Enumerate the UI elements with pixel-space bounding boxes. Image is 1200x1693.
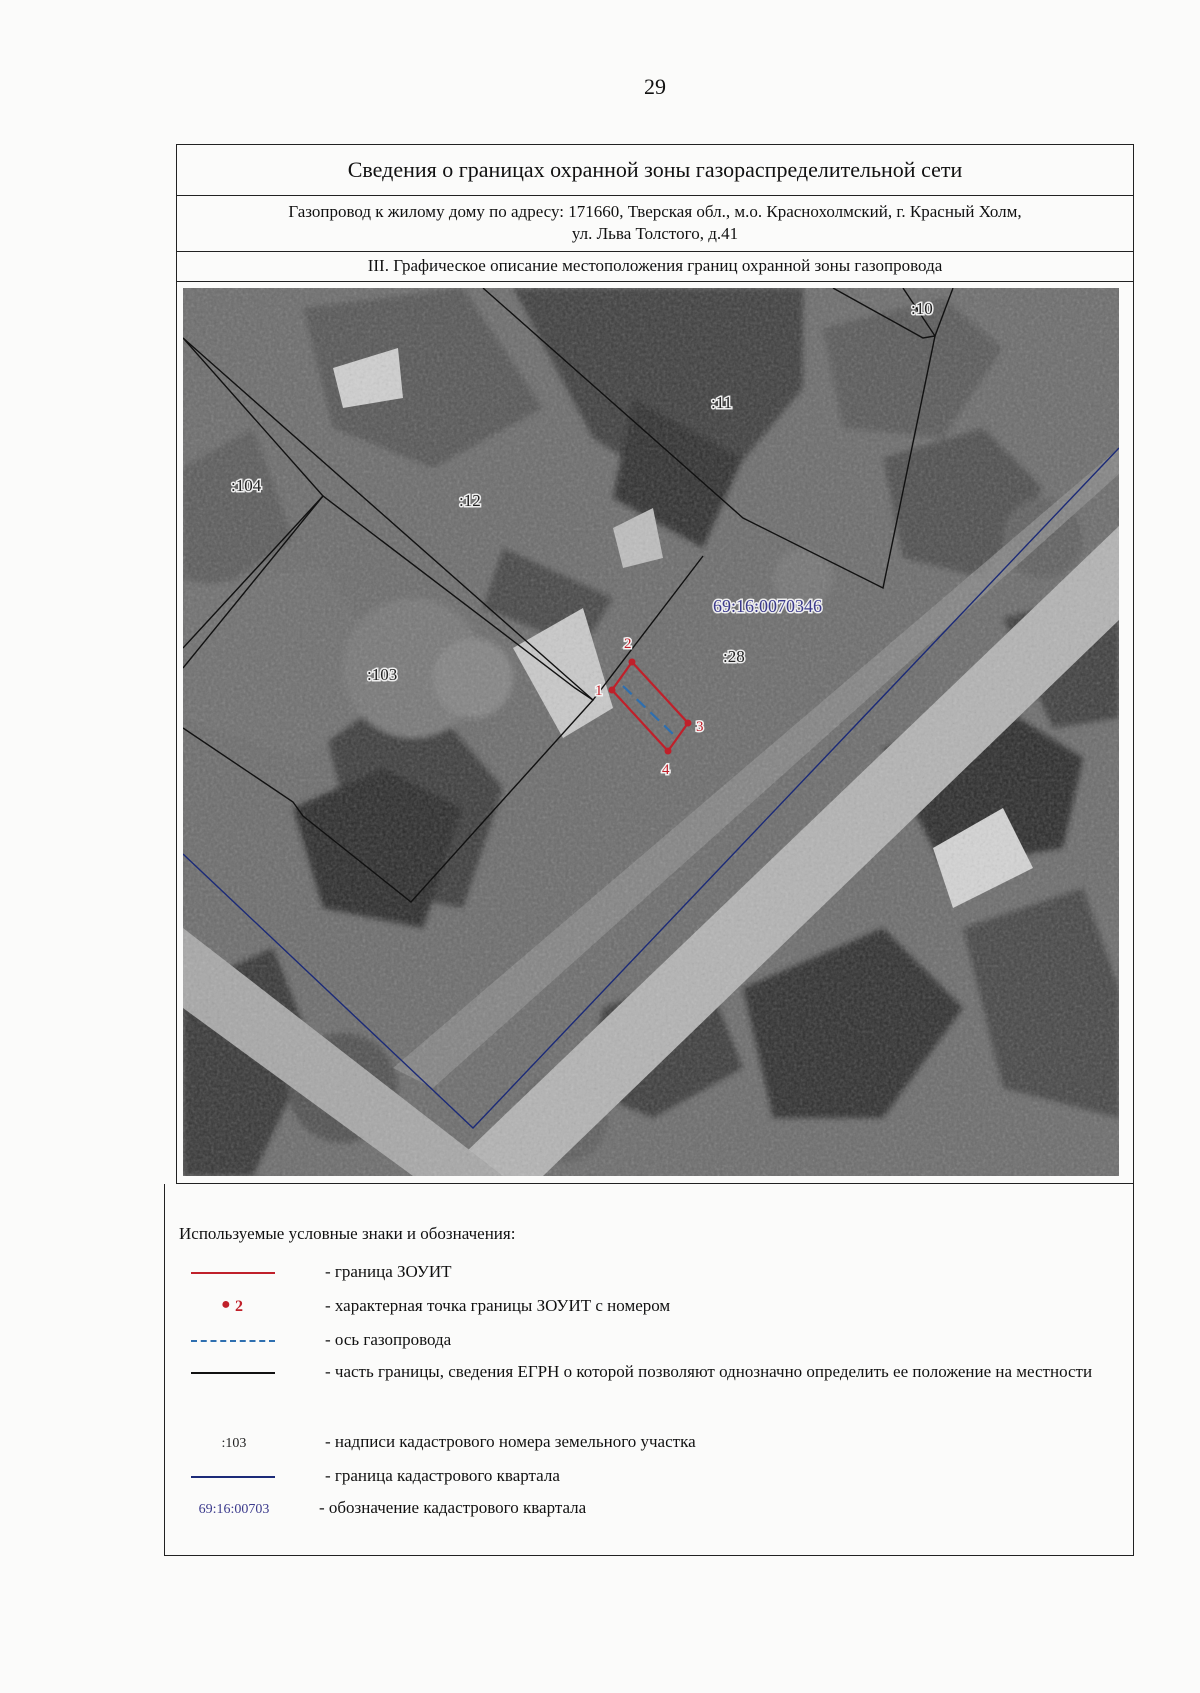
zouit-point-1 (609, 687, 616, 694)
parcel-label-103: :103 (367, 665, 398, 684)
black-line-icon (179, 1360, 289, 1390)
address-line-1: Газопровод к жилому дому по адресу: 171660, Тверская обл., м.о. Краснохолмский, г. Красный Холм, (288, 202, 1022, 221)
zouit-point-3 (685, 720, 692, 727)
legend-item-parcel-label (179, 1430, 1119, 1460)
red-line-icon (179, 1260, 289, 1290)
legend-text: - граница ЗОУИТ (325, 1262, 452, 1281)
info-sheet (176, 144, 1136, 1554)
legend-item-quarter-label (179, 1496, 1119, 1526)
parcel-label-12: :12 (459, 491, 481, 510)
legend-item-zouit-boundary (179, 1260, 1119, 1290)
parcel-label-10: :10 (911, 299, 933, 318)
legend (164, 1184, 1134, 1556)
legend-item-pipeline-axis (179, 1328, 1119, 1358)
legend-item-parcel-boundary (179, 1360, 1119, 1412)
legend-item-quarter-boundary (179, 1464, 1119, 1494)
parcel-label-11: :11 (711, 393, 733, 412)
zouit-point-4 (665, 748, 672, 755)
section-title: III. Графическое описание местоположения границ охранной зоны газопровода (176, 252, 1134, 282)
quarter-label-sample (179, 1496, 289, 1526)
legend-item-zouit-point (179, 1294, 1119, 1324)
legend-text: - характерная точка границы ЗОУИТ с номером (325, 1296, 671, 1315)
legend-sample-point-number: 2 (235, 1298, 243, 1315)
legend-text: - ось газопровода (325, 1330, 452, 1349)
legend-text: - обозначение кадастрового квартала (319, 1498, 587, 1517)
legend-text: - часть границы, сведения ЕГРН о которой позволяют однозначно определить ее положение на местности (325, 1362, 1093, 1381)
legend-text: - надписи кадастрового номера земельного участка (325, 1432, 696, 1451)
address-block (176, 196, 1134, 252)
navy-line-icon (179, 1464, 289, 1494)
legend-title: Используемые условные знаки и обозначения: (179, 1224, 516, 1243)
zouit-point-label-4: 4 (662, 762, 670, 778)
zouit-point-label-3: 3 (696, 719, 704, 735)
page-number: 29 (644, 74, 666, 99)
blue-dash-icon (179, 1328, 289, 1358)
cadastral-map (183, 288, 1119, 1176)
sheet-title: Сведения о границах охранной зоны газораспределительной сети (176, 144, 1134, 196)
red-point-icon: ● 2 (221, 1296, 243, 1315)
map-frame (176, 282, 1134, 1184)
parcel-label-28: :28 (723, 647, 745, 666)
legend-text: - граница кадастрового квартала (325, 1466, 560, 1485)
zouit-point-label-1: 1 (595, 683, 603, 699)
parcel-label-sample (179, 1430, 289, 1460)
legend-sample-quarter: 69:16:00703 (198, 1502, 270, 1517)
zouit-point-label-2: 2 (624, 636, 632, 652)
quarter-label: 69:16:0070346 (713, 596, 823, 616)
parcel-label-104: :104 (231, 476, 262, 495)
address-line-2: ул. Льва Толстого, д.41 (571, 224, 739, 243)
zouit-point-2 (629, 659, 636, 666)
legend-sample-parcel: :103 (221, 1436, 247, 1451)
